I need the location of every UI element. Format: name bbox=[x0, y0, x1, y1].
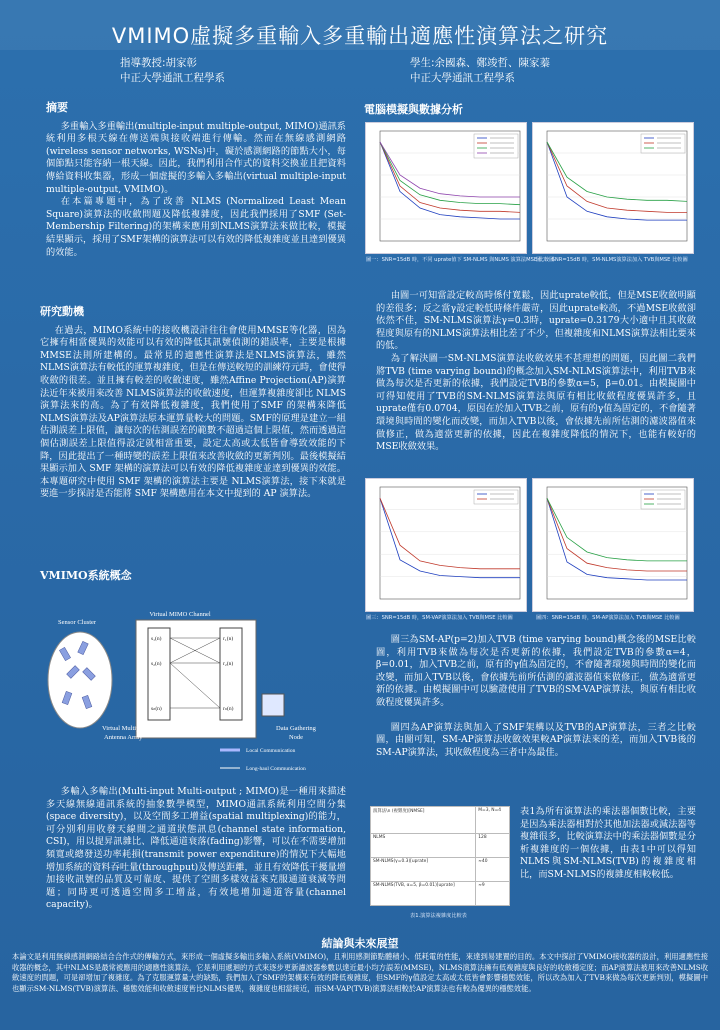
table-cell: SM-NLMS(γ=0.3)[uprate] bbox=[371, 858, 476, 882]
abstract-paragraph: 多重輸入多重輸出(multiple-input multiple-output, MIMO)通訊系統利用多根天線在傳送端與接收端進行傳輸。然而在無線感測網路(wireless sensor networks, WSNs)中，礙於感測網路的節點大小，每個節點只能容納一根天線。因此，我們利用合作式的資料交換並且把資料傳給資料收集器，形成一個虛擬的多輸入多輸出(virtual multiple-input multiple-output, VMIMO)。 bbox=[46, 120, 346, 195]
series-line bbox=[547, 498, 687, 580]
series-line bbox=[380, 498, 520, 569]
array-label-2: Antenna Array bbox=[104, 734, 143, 741]
svg-text:rₙ(n): rₙ(n) bbox=[223, 706, 234, 712]
conclusion-heading: 結論與未來展望 bbox=[321, 937, 399, 950]
motivation-heading: 研究動機 bbox=[40, 305, 84, 318]
sensor-cluster-shape bbox=[48, 632, 112, 728]
figure-1 bbox=[365, 122, 527, 254]
students-block bbox=[410, 56, 550, 86]
plot-legend bbox=[474, 490, 518, 504]
simulation-paragraph: 圖三為SM-AP(p=2)加入TVB (time varying bound)概念後的MSE比較圖，利用TVB來做為每次是否更新的依據，我們設定TVB的參數α=4，β=0.01，加入TVB之前，原有的γ值為固定的，不會隨著環境與時間的變化而改變，而加入TVB以後，會依據先前所估測的濾波器值來做修正，做為適當更新的依據。由模擬圖中可以驗證使用了TVB的SM-VAP演算法，與原有相比收斂程度優異許多。 bbox=[376, 634, 696, 708]
table-caption: 表1.演算法複雜度比較表 bbox=[410, 913, 467, 919]
concept-heading-wrap bbox=[40, 570, 340, 589]
table-cell: ≈40 bbox=[476, 858, 510, 882]
simulation-paragraph: 圖四為AP演算法與加入了SMF架構以及TVB的AP演算法，三者之比較圖，由圖可知，SM-AP演算法收斂效果較AP演算法來的差，而加入TVB後的SM-AP演算法，其收斂程度為三者中為最佳。 bbox=[376, 721, 696, 758]
abstract-section bbox=[46, 102, 346, 259]
svg-text:r₂(n): r₂(n) bbox=[223, 661, 234, 667]
table-cell: NLMS bbox=[371, 834, 476, 858]
series-line bbox=[380, 498, 520, 578]
table-cell: M=3, N=4 bbox=[476, 807, 510, 834]
svg-text:s₁(n): s₁(n) bbox=[151, 636, 162, 642]
gathering-node-shape bbox=[262, 694, 284, 716]
table-row bbox=[371, 858, 510, 882]
array-label-1: Virtual Multiple bbox=[102, 725, 145, 732]
table-cell: 128 bbox=[476, 834, 510, 858]
legend-long-label: Long-haul Communication bbox=[246, 766, 306, 772]
svg-text:s₂(n): s₂(n) bbox=[151, 661, 162, 667]
simulation-heading-wrap bbox=[364, 104, 694, 123]
conclusion-text: 本論文是利用無線感測網路結合合作式的傳輸方式，來形成一個虛擬多輸出多輸入系統(VMIMO)，且利用感測節點體積小、低耗電的性能，來達到易建置的目的。本文中探討了VMIMO接收器的設計，利用適應性接收器的概念，其中NLMS是最常被應用的適應性演算法，它是利用遞迴的方式來逐步更新濾波器參數以達近最小均方誤差(MMSE)，NLMS演算法擁有低複雜度與良好的收斂穩定度；而AP演算法被用來改善NLMS收斂速度的問題，可是卻增加了複雜度。為了克服運算量大的缺點，我們加入了SMF的架構來有效的降低複雜度，但SMF的γ值設定太高或太低皆會影響穩態效能，所以改為加入了TVB來做為每次更新判別，模擬圖中也顯示SM-NLMS(TVB)演算法、穩態效能和收斂速度皆比NLMS優異，複雜度也相當接近，而SM-VAP(TVB)演算法相較於AP演算法也有較為優異的穩態效能。 bbox=[12, 952, 708, 993]
table-row bbox=[371, 882, 510, 906]
svg-text:r₁(n): r₁(n) bbox=[223, 636, 234, 642]
simulation-text-2 bbox=[376, 634, 696, 759]
advisor-name: 指導教授:胡家彰 bbox=[120, 57, 198, 69]
simulation-paragraph: 為了解決圖一SM-NLMS演算法收斂效果不甚理想的問題，因此圖二我們將TVB (time varying bound)的概念加入SM-NLMS演算法中，利用TVB來做為每次是否更新的依據，我們設定TVB的參數α=5，β=0.01。由模擬圖中可得知使用了TVB的SM-NLMS演算法與原有相比收斂程度優異許多，且uprate僅有0.0704，原因在於加入TVB之前，原有的γ值為固定的，不會隨著環境與時間的變化而改變，而加入TVB以後，會依據先前所估測的濾波器值來做修正，做為適當更新的依據，因此在複雜度降低的情況下，也能有較好的MSE收斂效果。 bbox=[376, 352, 696, 453]
poster-title: VMIMO虛擬多重輸入多重輸出適應性演算法之研究 bbox=[111, 24, 609, 48]
advisor-block bbox=[120, 56, 225, 86]
figure-1-caption: 圖一：SNR=15dB 時，不同 uprate值下 SM-NLMS 與NLMS 演算法MSE 比較圖 bbox=[366, 257, 555, 263]
figure-2 bbox=[532, 122, 694, 254]
node-label-2: Node bbox=[288, 734, 304, 741]
abstract-heading: 摘要 bbox=[46, 101, 68, 114]
figure-4-caption: 圖四：SNR=15dB 時，SM-AP演算法加入 TVB與MSE 比較圖 bbox=[536, 615, 680, 621]
figure-3-plot bbox=[366, 479, 526, 611]
motivation-paragraph: 在過去，MIMO系統中的接收機設計往往會使用MMSE等化器，因為它擁有相當優異的效能可以有效的降低其訊號偵測的錯誤率，主要是根據MMSE法則所建構的。最常見的適應性演算法是NLMS演算法，雖然NLMS演算法有較低的運算複雜度，但是在傳送較短的訓練符元時，會使得收斂的很差。並且擁有較差的收斂速度，雖然Affine Projection(AP)演算法近年來被用來改善 NLMS演算法的收斂速度，但運算複雜度卻比 NLMS 演算法來的高。為了有效降低複雜度，我們使用了SMF 的架構來降低NLMS演算法及AP演算法原本運算量較大的問題。SMF的原理是建立一組估測誤差上限值，讓每次的估測誤差的範數不超過這個上限值，然而透過這個估測誤差上限值得設定就相當重要，設定太高或太低皆會導致效能的下降，因此提出了一種時變的誤差上限值來改善收斂的更新判別。最後模擬結果顯示加入 SMF 架構的演算法可以有效的降低複雜度並達到優異的效能。本專題研究中使用 SMF 架構的演算法主要是 NLMS演算法，接下來就是要進一步探討是否能將 SMF 架構應用在本文中提到的 AP 演算法。 bbox=[40, 324, 346, 500]
abstract-paragraph: 在本篇專題中，為了改善 NLMS (Normalized Least Mean Square)演算法的收斂問題及降低複雜度，因此我們採用了SMF (Set-Membership Filtering)的架構來應用到NLMS演算法來做比較，模擬結果顯示，採用了SMF架構的演算法可以有效的降低複雜度並且達到優異的效能。 bbox=[46, 196, 346, 258]
table-row bbox=[371, 834, 510, 858]
figure-2-caption: 圖二：SNR=15dB 時，SM-NLMS演算法加入 TVB與MSE 比較圖 bbox=[536, 257, 688, 263]
plot-legend bbox=[641, 134, 685, 153]
legend-local-label: Local Communication bbox=[246, 748, 296, 754]
diagram-title: Virtual MIMO Channel bbox=[149, 611, 211, 618]
simulation-heading: 電腦模擬與數據分析 bbox=[364, 103, 463, 116]
node-label-1: Data Gathering bbox=[276, 725, 316, 732]
concept-paragraph: 多輸入多輸出(Multi-input Multi-output ; MIMO)是一種用來描述多天線無線通訊系統的抽象數學模型，MIMO通訊系統利用空間分集(space diversity)，以及空間多工增益(spatial multiplexing)的能力，可分別利用收發天線間之通道狀態訊息(channel state information, CSI)，用以提昇訊雜比、降低通道衰落(fading)影響，可以在不需要增加頻寬或總發送功率耗損(transmit power expenditure)的情況下大幅地增加系統的資料吞吐量(throughput)及傳送距離，並且有效降低干擾量增加接收訊號的品質及可靠度、提供了空間多樣效益來克服通道衰減等問題；同時更可透過空間多工增益，有效地增加通道容量(channel capacity)。 bbox=[46, 786, 346, 911]
simulation-paragraph: 由圖一可知當設定較高時係付寬鬆，因此uprate較低，但是MSE收斂明顯的差很多；反之當γ設定較低時條件嚴苛，因此uprate較高，不過MSE收斂卻依然不佳，SM-NLMS演算法γ=0.3時，uprate=0.3179大小適中且其收斂程度與原有的NLMS演算法相比差了不少，但複雜度和NLMS演算法相比要來的低。 bbox=[376, 290, 696, 352]
complexity-table bbox=[370, 806, 510, 906]
concept-heading: VMIMO系統概念 bbox=[40, 569, 132, 582]
table-cell: ≈9 bbox=[476, 882, 510, 906]
table-row bbox=[371, 807, 510, 834]
table-note-section bbox=[520, 806, 696, 882]
students-names: 學生:余國森、鄭竣哲、陳家蓁 bbox=[410, 57, 551, 69]
concept-section bbox=[46, 786, 346, 912]
figure-2-plot bbox=[533, 123, 693, 253]
figure-3 bbox=[365, 478, 527, 612]
series-line bbox=[547, 142, 687, 220]
figure-3-caption: 圖三：SNR=15dB 時，SM-VAP演算法加入 TVB與MSE 比較圖 bbox=[366, 615, 513, 621]
simulation-text-1 bbox=[376, 290, 696, 454]
students-dept: 中正大學通訊工程學系 bbox=[410, 72, 515, 84]
figure-4 bbox=[532, 478, 694, 612]
table-cell: 演算法\n (複雜度)[NMSE] bbox=[371, 807, 476, 834]
svg-text:sₙ(n): sₙ(n) bbox=[151, 706, 162, 712]
plot-legend bbox=[641, 490, 685, 509]
figure-4-plot bbox=[533, 479, 693, 611]
motivation-section bbox=[40, 306, 346, 501]
advisor-dept: 中正大學通訊工程學系 bbox=[120, 72, 225, 84]
figure-1-plot bbox=[366, 123, 526, 253]
vmimo-diagram bbox=[40, 608, 340, 778]
diagram-sensor-label: Sensor Cluster bbox=[58, 619, 97, 626]
table-cell: SM-NLMS(TVB, α=5, β=0.01)[uprate] bbox=[371, 882, 476, 906]
table-note: 表1為所有演算法的乘法器個數比較，主要是因為乘法器相對於其他加法器或減法器等複雜很多，比較演算法中的乘法器個數是分析複雜度的一個依據，由表1中可以得知NLMS與SM-NLMS(TVB)的複雜度相比，而SM-NLMS的複雜度相較較低。 bbox=[520, 806, 696, 880]
